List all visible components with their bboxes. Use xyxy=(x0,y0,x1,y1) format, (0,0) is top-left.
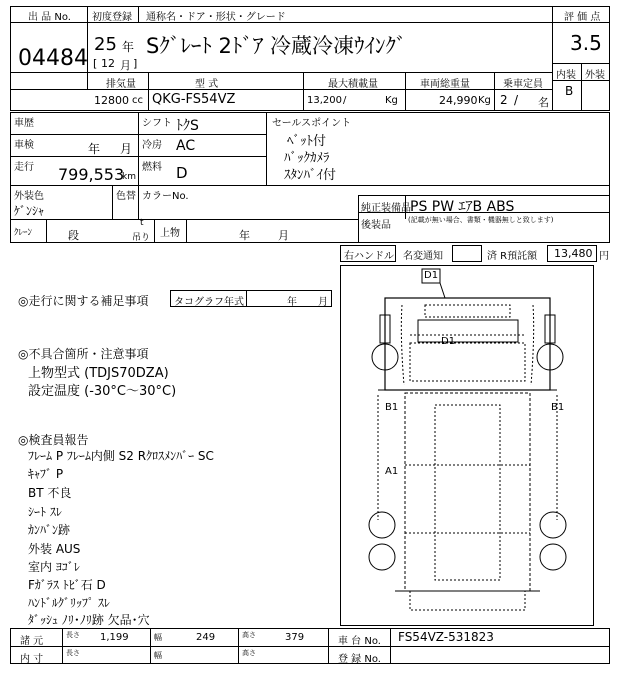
defect-line-1: 上物型式 (TDJS70DZA) xyxy=(28,366,169,381)
recycle-label: 済 R預託額 xyxy=(487,251,538,262)
inspector-line-9: ﾊﾝﾄﾞﾙｸﾞﾘｯﾌﾟ ｽﾚ xyxy=(28,596,110,610)
model-code-value: QKG-FS54VZ xyxy=(152,92,236,107)
inspector-line-1: ﾌﾚｰﾑ P ﾌﾚｰﾑ内側 S2 Rｸﾛｽﾒﾝﾊﾞｰ SC xyxy=(28,449,214,463)
displacement-unit: cc xyxy=(132,95,143,106)
model-code-label: 型 式 xyxy=(195,79,219,90)
shaken-label: 車検 xyxy=(14,140,34,151)
reg-month-open: [ xyxy=(93,57,98,70)
reg-year-unit: 年 xyxy=(122,40,135,54)
body-label: 上物 xyxy=(160,228,180,239)
fuel-label: 燃料 xyxy=(142,162,162,173)
length-label: 長さ xyxy=(66,631,80,639)
score-value: 3.5 xyxy=(570,31,602,55)
mark-d1-windshield: D1 xyxy=(441,336,456,347)
mileage-label: 走行 xyxy=(14,162,34,173)
equipment-after-note: (記載が無い場合、書類・機器無しと致します) xyxy=(408,216,554,224)
max-load-label: 最大積載量 xyxy=(328,79,378,90)
sales-point-3: ｽﾀﾝﾊﾞｲ付 xyxy=(284,168,337,183)
ac-label: 冷房 xyxy=(142,140,162,151)
rear-wheel-left-2 xyxy=(369,544,395,570)
gross-weight-unit: Kg xyxy=(478,95,491,106)
reg-month-unit: 月 xyxy=(120,59,131,72)
crane-hook-t: t xyxy=(140,218,144,228)
inner-height-label: 高さ xyxy=(242,649,256,657)
capacity-sep: / xyxy=(514,93,519,107)
crane-label: ｸﾚｰﾝ xyxy=(14,228,33,238)
max-load-unit: Kg xyxy=(385,95,398,106)
max-load-value: 13,200 xyxy=(307,95,342,106)
shift-value: ﾄｸS xyxy=(176,118,199,134)
sales-points-label: セールスポイント xyxy=(272,118,352,129)
history-label: 車歴 xyxy=(14,118,34,129)
rear-wheel-right-1 xyxy=(540,512,566,538)
width-label: 幅 xyxy=(154,633,162,642)
windshield xyxy=(418,320,518,342)
model-name-label: 通称名・ドア・形状・グレード xyxy=(146,12,286,23)
displacement-value: 12800 xyxy=(94,94,129,107)
height-label: 高さ xyxy=(242,631,256,639)
inspector-line-6: 外装 AUS xyxy=(28,542,81,556)
ac-value: AC xyxy=(176,138,196,154)
width-value: 249 xyxy=(196,632,216,643)
first-reg-label: 初度登録 xyxy=(92,12,132,23)
name-change-label: 名変通知 xyxy=(403,251,443,262)
inner-length-label: 長さ xyxy=(66,649,80,657)
chassis-label: 車 台 No. xyxy=(338,636,381,647)
inner-width-label: 幅 xyxy=(154,651,162,660)
mileage-unit: km xyxy=(122,172,136,182)
color-value: ｹﾞﾝｼｬ xyxy=(14,204,45,218)
shaken-year-unit: 年 xyxy=(88,142,101,156)
mileage-value: 799,553 xyxy=(58,165,125,184)
driving-notes-title: ◎走行に関する補足事項 xyxy=(18,294,149,308)
model-name: Sｸﾞﾚｰﾄ 2ﾄﾞｱ 冷蔵冷凍ｳｲﾝｸﾞ xyxy=(146,34,407,58)
length-value: 1,199 xyxy=(100,632,129,643)
shaken-month-unit: 月 xyxy=(120,142,133,156)
inspector-line-4: ｼｰﾄ ｽﾚ xyxy=(28,505,62,519)
capacity-label: 乗車定員 xyxy=(503,79,543,90)
body-year-unit: 年 xyxy=(239,229,250,242)
equipment-after-label: 後装品 xyxy=(361,220,391,231)
mark-b1-right: B1 xyxy=(551,402,565,413)
interior-grade: B xyxy=(565,84,574,98)
tachograph-year-unit: 年 xyxy=(287,297,297,308)
defect-line-2: 設定温度 (-30°C～30°C) xyxy=(28,384,177,399)
lot-label: 出 品 No. xyxy=(28,12,71,23)
inspector-line-2: ｷｬﾌﾞ P xyxy=(28,467,64,481)
sales-point-2: ﾊﾞｯｸｶﾒﾗ xyxy=(284,151,330,166)
truck-diagram xyxy=(340,265,594,626)
inspector-title: ◎検査員報告 xyxy=(18,433,89,447)
score-label: 評 価 点 xyxy=(564,12,601,23)
mark-a1-left: A1 xyxy=(385,466,399,477)
gross-weight-label: 車両総重量 xyxy=(420,79,470,90)
color-label: 外装色 xyxy=(14,191,44,202)
equipment-standard-value: PS PW ｴｱB ABS xyxy=(410,199,515,215)
color-no-label: カラーNo. xyxy=(142,191,189,202)
reg-year: 25 xyxy=(94,34,117,55)
rear-wheel-left-1 xyxy=(369,512,395,538)
tachograph-label: タコグラフ年式 xyxy=(174,297,244,308)
gross-weight-value: 24,990 xyxy=(439,94,478,107)
max-load-sep: / xyxy=(343,95,347,106)
tachograph-month-unit: 月 xyxy=(318,297,328,308)
exterior-label: 外装 xyxy=(585,70,605,81)
inspector-line-7: 室内 ﾖｺﾞﾚ xyxy=(28,560,80,574)
interior-label: 内装 xyxy=(556,70,576,81)
capacity-value: 2 xyxy=(500,93,508,107)
registration-label: 登 録 No. xyxy=(338,654,381,665)
cargo-body xyxy=(405,393,530,591)
shift-label: シフト xyxy=(142,118,172,129)
crane-hook-label: 吊り xyxy=(132,233,151,243)
inspector-line-10: ﾀﾞｯｼｭ ﾉﾘ･ﾉﾘ跡 欠品･穴 xyxy=(28,613,150,627)
mark-b1-left: B1 xyxy=(385,402,399,413)
inner-dims-label: 内 寸 xyxy=(20,654,44,665)
capacity-unit: 名 xyxy=(538,96,549,109)
inspector-line-8: Fｶﾞﾗｽ ﾄﾋﾞ石 D xyxy=(28,578,106,592)
crane-stage: 段 xyxy=(68,229,79,242)
recycle-value: 13,480 xyxy=(554,247,593,260)
reg-month-close: ] xyxy=(133,57,138,70)
lot-number: 04484 xyxy=(18,46,88,71)
chassis-value: FS54VZ-531823 xyxy=(398,630,494,644)
recycle-unit: 円 xyxy=(599,251,609,262)
body-month-unit: 月 xyxy=(278,229,289,242)
displacement-label: 排気量 xyxy=(106,79,136,90)
rear-wheel-right-2 xyxy=(540,544,566,570)
steering-value: 右ハンドル xyxy=(344,251,394,262)
dims-label: 諸 元 xyxy=(20,636,44,647)
inspector-line-3: BT 不良 xyxy=(28,486,72,500)
equipment-standard-label: 純正装備品 xyxy=(361,203,411,214)
mark-d1-top: D1 xyxy=(424,270,439,281)
name-change-box xyxy=(452,245,482,262)
height-value: 379 xyxy=(285,632,305,643)
inspector-line-5: ｶﾝﾊﾞﾝ跡 xyxy=(28,523,71,537)
fuel-value: D xyxy=(176,164,188,182)
defects-title: ◎不具合箇所・注意事項 xyxy=(18,347,149,361)
sales-point-1: ﾍﾞｯﾄ付 xyxy=(287,134,327,149)
color-change-label: 色替 xyxy=(116,191,136,202)
reg-month: 12 xyxy=(101,57,115,70)
